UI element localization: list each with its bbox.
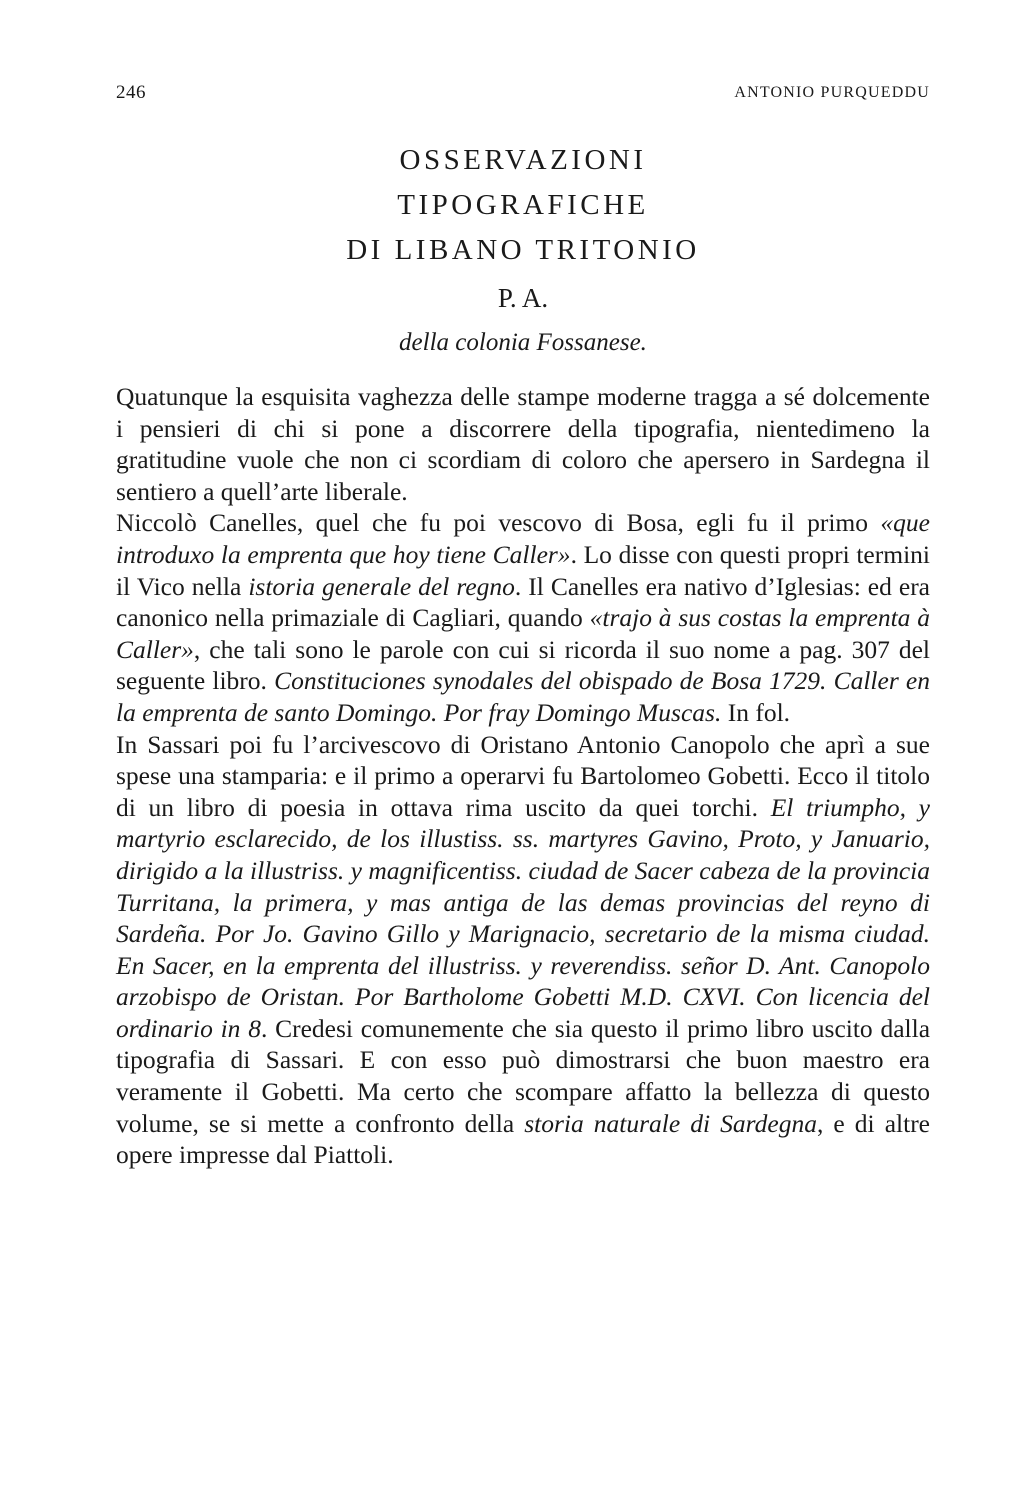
text-run: . Il Canelles era nativo d’Iglesias: ed era canonico nella primaziale di Cagliari, quando [116,571,930,633]
title-line-2: TIPOGRAFICHE [397,189,649,221]
title-line-1: OSSERVAZIONI [399,144,647,176]
text-run: . Lo disse con questi propri termini il Vico nella [116,539,930,601]
running-head [116,82,930,112]
paragraph [116,381,930,507]
italic-run: storia naturale di Sardegna [524,1108,817,1138]
italic-run: istoria generale del regno [248,571,515,601]
page-number: 246 [116,82,146,103]
italic-run: El triumpho, y martyrio esclarecido, de los illustiss. ss. martyres Gavino, Proto, y Januario, dirigido a la illustriss. y magnificentiss. ciudad de Sacer cabeza de la provincia Turritana, la primera, y mas antiga de las demas provincias del reyno di Sardeña. Por Jo. Gavino Gillo y Marignacio, secretario de la misma ciudad. En Sacer, en la emprenta del illustriss. y reverendiss. señor D. Ant. Canopolo arzobispo de Oristan. Por Bartholome Gobetti M.D. CXVI. Con licencia del ordinario in 8 [116,792,930,1043]
text-run: , che tali sono le parole con cui si ricorda il suo nome a pag. 307 del seguente libro. [116,634,930,696]
text-run: Niccolò Canelles, quel che fu poi vescovo di Bosa, egli fu il primo [116,508,881,538]
text-run: Quatunque la esquisita vaghezza delle stampe moderne tragga a sé dolcemente i pensieri di chi si pone a discorrere della tipografia, nientedimeno la gratitudine vuole che non ci scordiam di coloro che apersero in Sardegna il sentiero a quell’arte liberale. [116,382,930,506]
text-run: , e di altre opere impresse dal Piattoli. [116,1108,931,1170]
body-text [116,381,930,1171]
italic-run: «que introduxo la emprenta que hoy tiene Caller» [116,508,930,569]
title-line-3: DI LIBANO TRITONIO [346,234,700,266]
title-pa: P. A. [497,283,549,313]
paragraph [116,729,930,1171]
subtitle: della colonia Fossanese. [399,329,647,356]
title-block [116,138,930,363]
paragraph [116,507,930,728]
text-run: In fol. [721,697,791,727]
text-run: . Credesi comunemente che sia questo il primo libro uscito dalla tipografia di Sassari. E con esso può dimostrarsi che buon maestro era veramente il Gobetti. Ma certo che scompare affatto la bellezza di questo volume, se si mette a confronto della [116,1013,931,1138]
text-run: In Sassari poi fu l’arcivescovo di Oristano Antonio Canopolo che aprì a sue spese una stamparia: e il primo a operarvi fu Bartolomeo Gobetti. Ecco il titolo di un libro di poesia in ottava rima uscito da quei torchi. [116,729,930,822]
italic-run: Constituciones synodales del obispado de Bosa 1729. Caller en la emprenta de santo Domingo. Por fray Domingo Muscas. [116,666,930,727]
running-title: ANTONIO PURQUEDDU [734,84,930,101]
italic-run: «trajo à sus costas la emprenta à Caller» [116,603,930,664]
